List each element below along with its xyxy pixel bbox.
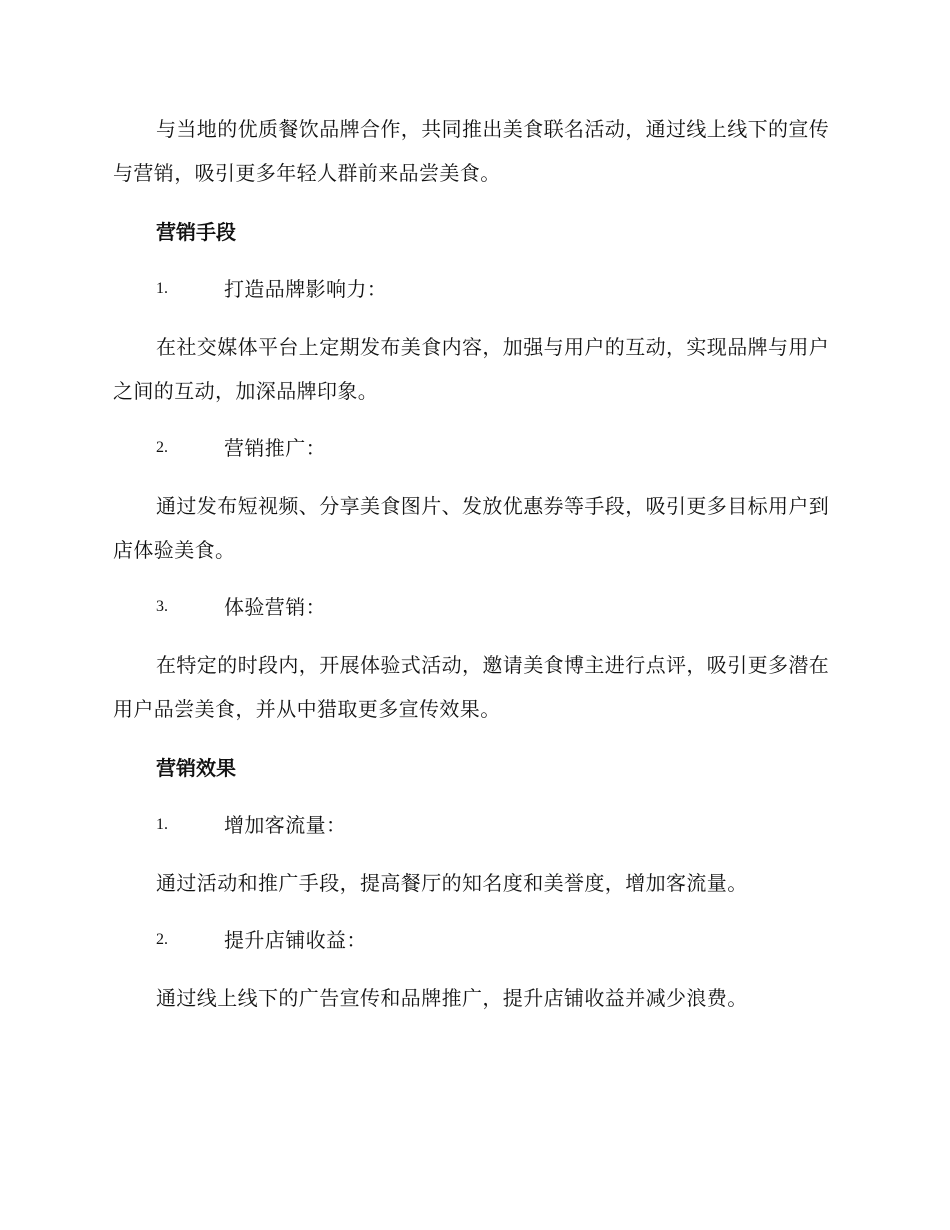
list-number: 3. bbox=[156, 598, 168, 615]
list-number: 2. bbox=[156, 931, 168, 948]
list-item-label: 提升店铺收益： bbox=[224, 928, 367, 952]
section-heading-marketing-effects: 营销效果 bbox=[156, 756, 236, 780]
list-item-label: 营销推广： bbox=[224, 436, 326, 460]
list-item-paragraph: 通过发布短视频、分享美食图片、发放优惠券等手段，吸引更多目标用户到店体验美食。 bbox=[113, 494, 830, 562]
list-number: 2. bbox=[156, 439, 168, 456]
list-item-paragraph: 通过活动和推广手段，提高餐厅的知名度和美誉度，增加客流量。 bbox=[156, 871, 748, 895]
list-item-label: 体验营销： bbox=[224, 595, 326, 619]
list-item-label: 打造品牌影响力： bbox=[224, 277, 388, 301]
list-number: 1. bbox=[156, 816, 168, 833]
list-item-paragraph: 在特定的时段内，开展体验式活动，邀请美食博主进行点评，吸引更多潜在用户品尝美食，并从中猎取更多宣传效果。 bbox=[113, 653, 830, 721]
list-item-paragraph: 通过线上线下的广告宣传和品牌推广，提升店铺收益并减少浪费。 bbox=[156, 986, 748, 1010]
list-item-paragraph: 在社交媒体平台上定期发布美食内容，加强与用户的互动，实现品牌与用户之间的互动，加深品牌印象。 bbox=[113, 335, 830, 403]
section-heading-marketing-methods: 营销手段 bbox=[156, 220, 236, 244]
intro-paragraph: 与当地的优质餐饮品牌合作，共同推出美食联名活动，通过线上线下的宣传与营销，吸引更多年轻人群前来品尝美食。 bbox=[113, 117, 830, 185]
list-item-label: 增加客流量： bbox=[224, 813, 347, 837]
list-number: 1. bbox=[156, 280, 168, 297]
